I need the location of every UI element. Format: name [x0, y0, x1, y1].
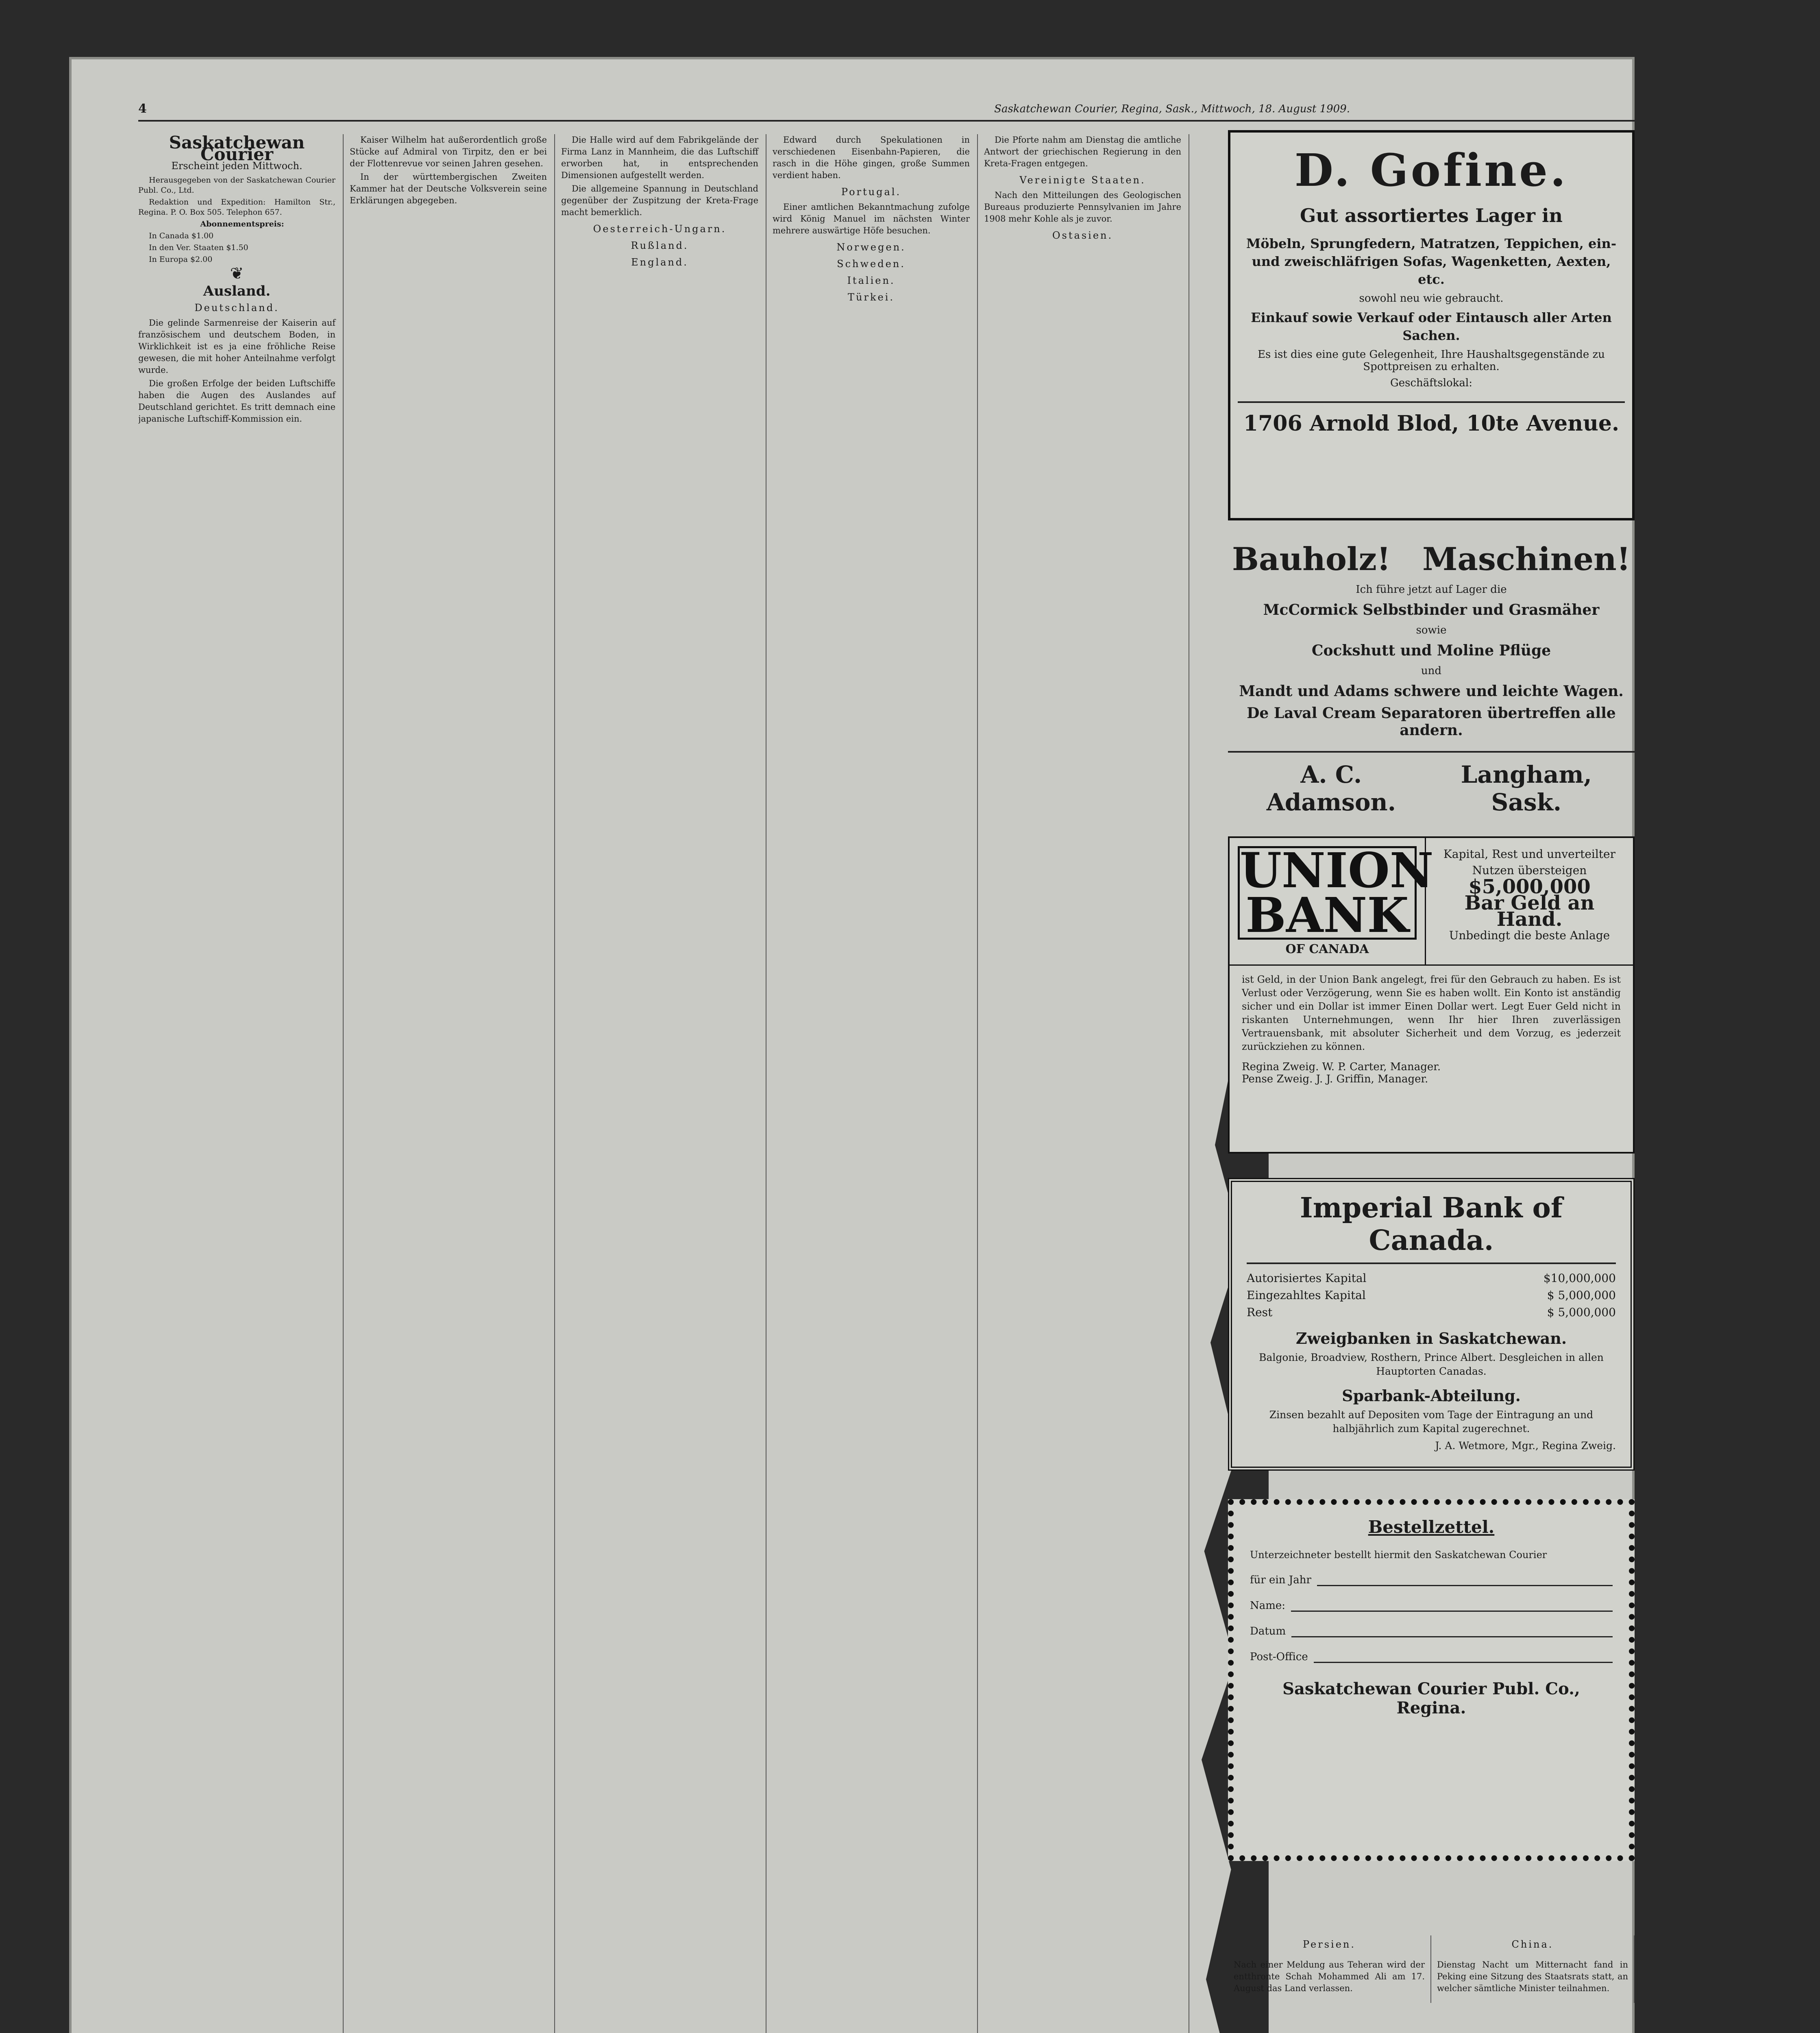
article-text: Die gelinde Sarmenreise der Kaiserin auf französischem und deutschem Boden, in Wirklichkeit ist es ja eine fröhliche Reise gewesen, die mit hoher Anteilnahme verfolgt wurde. [138, 318, 335, 375]
price-usa: In den Ver. Staaten $1.50 [149, 243, 248, 252]
article-text: Die Halle wird auf dem Fabrikgelände der Firma Lanz in Mannheim, die das Luftschiff erworben hat, in entsprechenden Dimensionen aufgestellt werden. [561, 135, 758, 180]
union-body: ist Geld, in der Union Bank angelegt, frei für den Gebrauch zu haben. Es ist Verlust oder Verzögerung, wenn Sie es haben wollt. Ein Konto ist anständig sicher und ein Dollar ist immer Einen Dollar wert. Legt Euer Geld nicht in riskanten Unternehmungen, wenn Ihr hier Ihren zuverlässigen Vertrauensbank, mit absoluter Sicherheit und dem Vorzug, es jederzeit zurückziehen zu können. [1242, 974, 1621, 1052]
column-2 [350, 134, 555, 2033]
union-logo: UNION BANK [1238, 846, 1417, 940]
imperial-manager: J. A. Wetmore, Mgr., Regina Zweig. [1435, 1440, 1616, 1452]
order-label-date: Datum [1250, 1625, 1286, 1637]
masthead-publisher: Herausgegeben von der Saskatchewan Courier Publ. Co., Ltd. [138, 176, 335, 195]
gofine-line1: Gut assortiertes Lager in [1300, 205, 1563, 226]
ad-gofine [1228, 130, 1635, 520]
article-text: Die großen Erfolge der beiden Luftschiffe haben die Augen des Auslandes auf Deutschland gerichtet. Es tritt demnach eine japanische Luftschiff-Kommission ein. [138, 379, 335, 424]
bauholz-sig-left: A. C. Adamson. [1266, 761, 1396, 816]
column-5 [984, 134, 1189, 2033]
masthead-subtitle: Erscheint jeden Mittwoch. [171, 160, 303, 172]
article-text: In der württembergischen Zweiten Kammer hat der Deutsche Volksverein seine Erklärungen abgegeben. [350, 172, 547, 205]
masthead-office: Redaktion und Expedition: Hamilton Str., Regina. P. O. Box 505. Telephon 657. [138, 198, 335, 217]
column-4 [773, 134, 978, 2033]
article-text: Edward durch Spekulationen in verschiedenen Eisenbahn-Papieren, die rasch in die Höhe gingen, große Summen verdient haben. [773, 135, 970, 180]
heading-ostasien: Ostasien. [1052, 230, 1113, 241]
heading-norwegen: Norwegen. [836, 242, 906, 253]
article-text: Die Pforte nahm am Dienstag die amtliche Antwort der griechischen Regierung in den Kreta-Fragen entgegen. [984, 135, 1181, 168]
ad-imperial-bank [1228, 1178, 1635, 1471]
order-line [1291, 1599, 1613, 1612]
column-persien [1228, 1935, 1431, 2003]
heading-schweden: Schweden. [837, 258, 906, 270]
heading-deutschland: Deutschland. [194, 302, 279, 313]
gofine-line4: Einkauf sowie Verkauf oder Eintausch aller Arten Sachen. [1251, 310, 1612, 343]
gofine-line5: Es ist dies eine gute Gelegenheit, Ihre Haushaltsgegenstände zu Spottpreisen zu erhalten. [1258, 348, 1605, 373]
row-value: $10,000,000 [1543, 1271, 1616, 1285]
heading-england: England. [631, 257, 688, 268]
article-text: Einer amtlichen Bekanntmachung zufolge wird König Manuel im nächsten Winter mehrere auswärtige Höfe besuchen. [773, 202, 970, 235]
gofine-label: Geschäftslokal: [1390, 377, 1473, 389]
order-title: Bestellzettel. [1368, 1517, 1495, 1537]
heading-tuerkei: Türkei. [848, 292, 895, 303]
ad-column [1228, 122, 1635, 1861]
gofine-name: D. Gofine. [1294, 144, 1568, 196]
order-line [1291, 1625, 1613, 1637]
heading-portugal: Portugal. [841, 186, 901, 198]
gofine-line3: sowohl neu wie gebraucht. [1359, 292, 1504, 305]
imperial-branches-title: Zweigbanken in Saskatchewan. [1295, 1329, 1567, 1347]
order-label-year: für ein Jahr [1250, 1574, 1311, 1586]
prices-title: Abonnementspreis: [200, 220, 284, 229]
union-cap3: Bar Geld an Hand. [1464, 892, 1595, 931]
heading-italien: Italien. [847, 275, 895, 286]
article-text: Dienstag Nacht um Mitternacht fand in Peking eine Sitzung des Staatsrats statt, an welcher sämtliche Minister teilnahmen. [1437, 1960, 1628, 1993]
bauholz-sig-right: Langham, Sask. [1461, 761, 1592, 816]
order-form [1228, 1499, 1635, 1861]
ad-union-bank [1228, 836, 1635, 1154]
union-cap2: $5,000,000 [1468, 875, 1591, 898]
bottom-columns [1228, 1935, 1635, 2003]
ornament-icon: ❦ [230, 264, 244, 283]
ad-bauholz [1228, 537, 1635, 820]
heading-persien: Persien. [1302, 1939, 1356, 1950]
order-line [1317, 1574, 1613, 1586]
article-text: Nach einer Meldung aus Teheran wird der entthronte Schah Mohammed Ali am 17. August das Land verlassen. [1234, 1960, 1425, 1993]
dateline: Saskatchewan Courier, Regina, Sask., Mittwoch, 18. August 1909. [994, 102, 1350, 115]
bauholz-b4: De Laval Cream Separatoren übertreffen alle andern. [1247, 705, 1616, 739]
heading-russland: Rußland. [631, 240, 689, 251]
price-canada: In Canada $1.00 [149, 231, 214, 240]
imperial-savings-title: Sparbank-Abteilung. [1342, 1387, 1521, 1405]
column-3 [561, 134, 766, 2033]
union-cap4: Unbedingt die beste Anlage [1449, 929, 1610, 942]
heading-oesterreich: Oesterreich-Ungarn. [593, 223, 727, 235]
order-line [1314, 1650, 1613, 1663]
bauholz-b2: Cockshutt und Moline Pflüge [1311, 642, 1551, 659]
bauholz-t2: sowie [1416, 624, 1447, 636]
price-europe: In Europa $2.00 [149, 255, 213, 264]
row-label: Autorisiertes Kapital [1247, 1271, 1367, 1285]
bauholz-b1: McCormick Selbstbinder und Grasmäher [1263, 601, 1600, 618]
bauholz-b3: Mandt und Adams schwere und leichte Wagen. [1239, 683, 1624, 700]
row-value: $ 5,000,000 [1547, 1306, 1616, 1319]
article-text: Nach den Mitteilungen des Geologischen Bureaus produzierte Pennsylvanien im Jahre 1908 mehr Kohle als je zuvor. [984, 190, 1181, 224]
column-1 [138, 134, 344, 2033]
gofine-address: 1706 Arnold Blod, 10te Avenue. [1238, 401, 1625, 436]
order-signature: Saskatchewan Courier Publ. Co., Regina. [1282, 1679, 1580, 1717]
bauholz-t3: und [1421, 665, 1442, 677]
masthead-title: Saskatchewan Courier [169, 134, 305, 164]
heading-ver-staaten: Vereinigte Staaten. [1019, 174, 1146, 186]
order-label-name: Name: [1250, 1600, 1286, 1612]
column-china [1431, 1935, 1635, 2003]
section-ausland: Ausland. [203, 283, 271, 299]
union-cap1: Kapital, Rest und unverteilter Nutzen übersteigen [1443, 847, 1616, 877]
order-label-post: Post-Office [1250, 1651, 1308, 1663]
bauholz-t1: Ich führe jetzt auf Lager die [1356, 583, 1507, 596]
union-mgr2: Pense Zweig. J. J. Griffin, Manager. [1242, 1073, 1428, 1085]
article-text: Kaiser Wilhelm hat außerordentlich große Stücke auf Admiral von Tirpitz, den er bei der Flottenrevue vor seinen Jahren gesehen. [350, 135, 547, 168]
imperial-title: Imperial Bank of Canada. [1247, 1192, 1616, 1264]
page-header [138, 102, 1635, 122]
page-number: 4 [138, 102, 147, 116]
imperial-branches: Balgonie, Broadview, Rosthern, Prince Albert. Desgleichen in allen Hauptorten Canadas. [1259, 1352, 1604, 1377]
article-text: Die allgemeine Spannung in Deutschland gegenüber der Zuspitzung der Kreta-Frage macht bemerklich. [561, 184, 758, 217]
row-label: Rest [1247, 1306, 1273, 1319]
order-intro: Unterzeichneter bestellt hiermit den Saskatchewan Courier [1250, 1549, 1547, 1561]
row-value: $ 5,000,000 [1547, 1289, 1616, 1302]
gofine-line2: Möbeln, Sprungfedern, Matratzen, Teppichen, ein- und zweischläfrigen Sofas, Wagenketten, Aexten, etc. [1246, 236, 1617, 287]
union-mgr1: Regina Zweig. W. P. Carter, Manager. [1242, 1061, 1441, 1073]
heading-china: China. [1511, 1939, 1554, 1950]
union-logo-sub: OF CANADA [1285, 942, 1369, 956]
bauholz-right: Maschinen! [1422, 541, 1631, 578]
row-label: Eingezahltes Kapital [1247, 1289, 1366, 1302]
imperial-savings: Zinsen bezahlt auf Depositen vom Tage der Eintragung an und halbjährlich zum Kapital zugerechnet. [1269, 1409, 1594, 1434]
bauholz-left: Bauholz! [1232, 541, 1391, 578]
